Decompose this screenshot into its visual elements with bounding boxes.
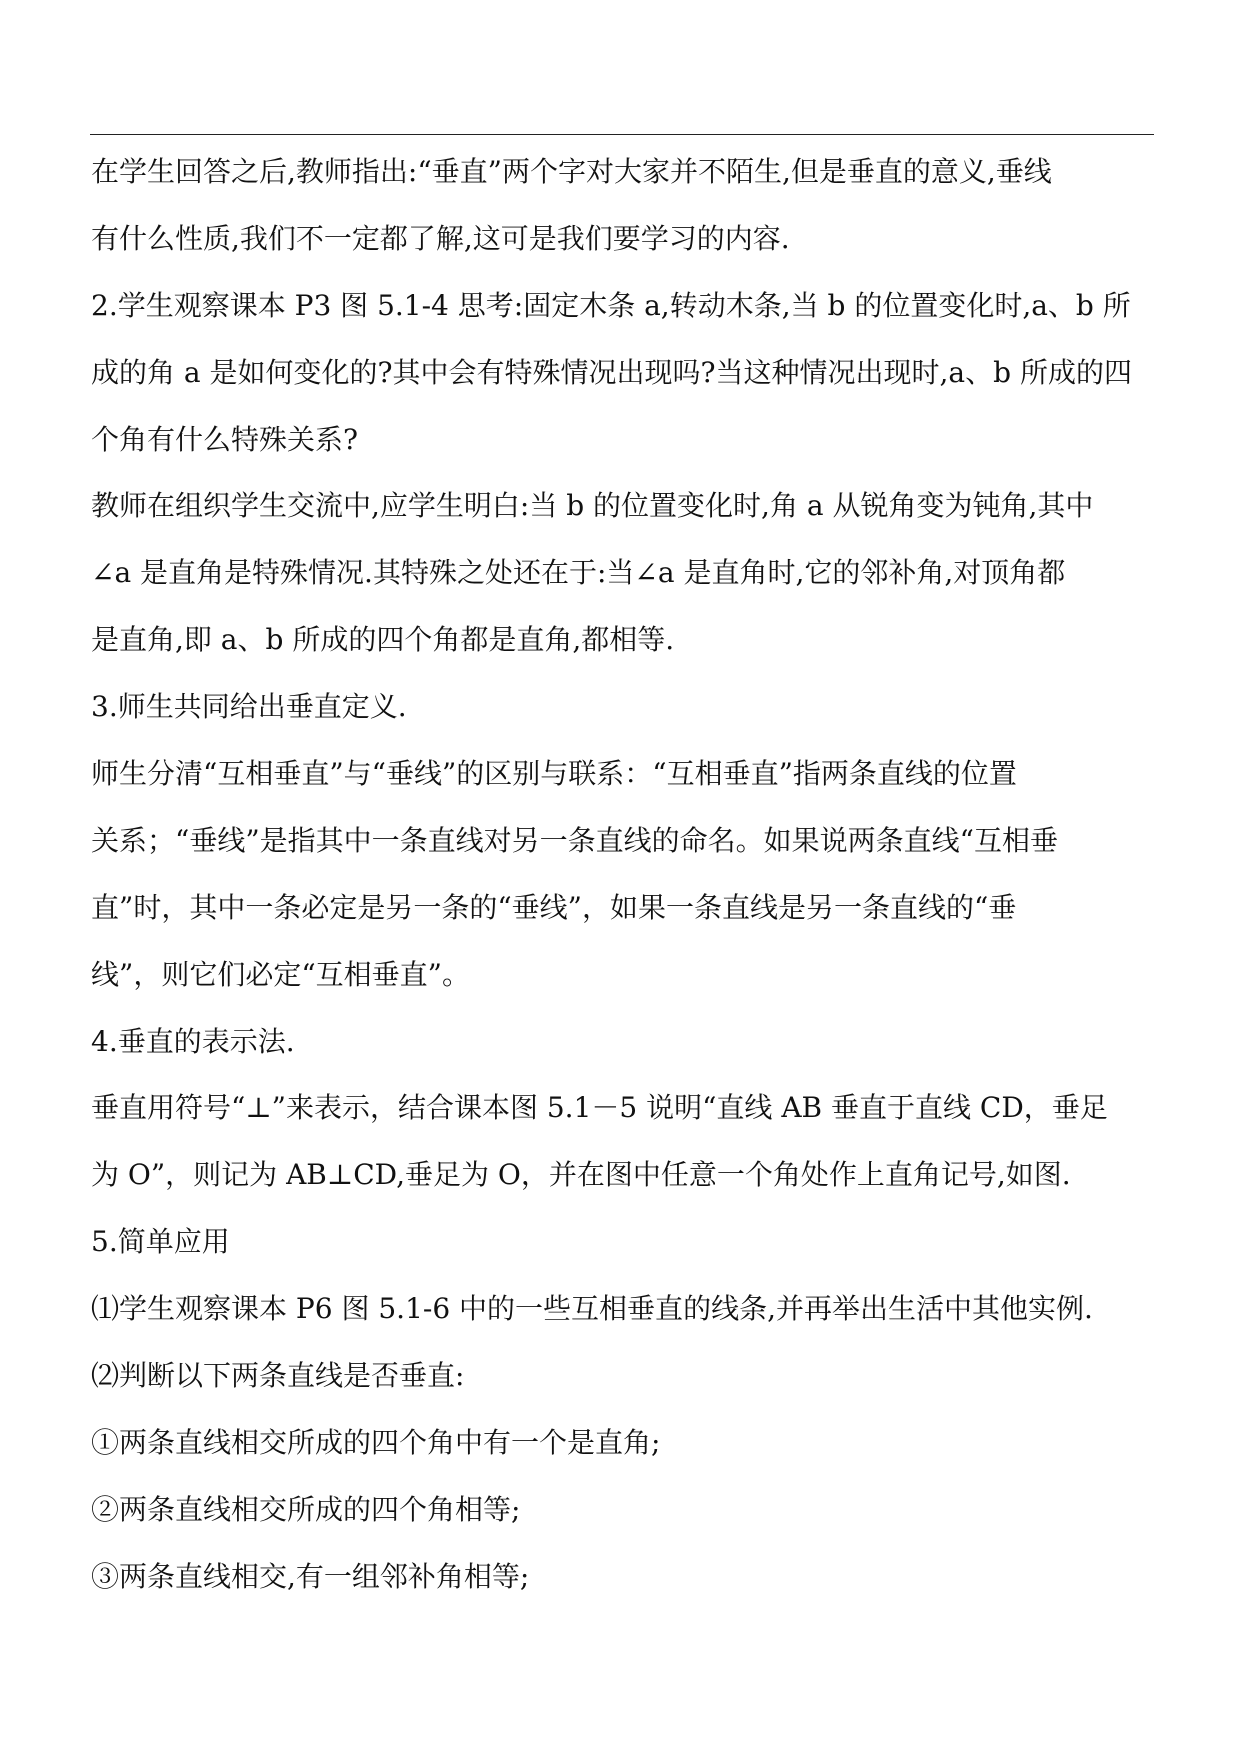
text-line: 教师在组织学生交流中,应学生明白:当 b 的位置变化时,角 a 从锐角变为钝角,其中 bbox=[91, 489, 1094, 523]
text-line: 垂直用符号“⊥”来表示，结合课本图 5.1－5 说明“直线 AB 垂直于直线 CD，垂足 bbox=[91, 1091, 1108, 1125]
document-body bbox=[91, 139, 1166, 1611]
text-line: 个角有什么特殊关系? bbox=[91, 422, 359, 456]
text-line: 2.学生观察课本 P3 图 5.1-4 思考:固定木条 a,转动木条,当 b 的位置变化时,a、b 所 bbox=[91, 288, 1131, 322]
text-line: 线”，则它们必定“互相垂直”。 bbox=[91, 957, 470, 991]
text-line: 关系；“垂线”是指其中一条直线对另一条直线的命名。如果说两条直线“互相垂 bbox=[91, 823, 1058, 857]
text-line: ∠a 是直角是特殊情况.其特殊之处还在于:当∠a 是直角时,它的邻补角,对顶角都 bbox=[91, 556, 1066, 590]
text-line: ⑴学生观察课本 P6 图 5.1-6 中的一些互相垂直的线条,并再举出生活中其他实例. bbox=[91, 1292, 1093, 1326]
text-line: 3.师生共同给出垂直定义. bbox=[91, 690, 407, 724]
text-line: 5.简单应用 bbox=[91, 1225, 230, 1259]
text-line: 有什么性质,我们不一定都了解,这可是我们要学习的内容. bbox=[91, 221, 790, 255]
text-line: ②两条直线相交所成的四个角相等; bbox=[91, 1492, 521, 1526]
text-line: 直”时，其中一条必定是另一条的“垂线”，如果一条直线是另一条直线的“垂 bbox=[91, 890, 1017, 924]
header-rule bbox=[90, 134, 1154, 135]
text-line: 是直角,即 a、b 所成的四个角都是直角,都相等. bbox=[91, 623, 675, 657]
text-line: 为 O”，则记为 AB⊥CD,垂足为 O，并在图中任意一个角处作上直角记号,如图. bbox=[91, 1158, 1071, 1192]
text-line: 师生分清“互相垂直”与“垂线”的区别与联系：“互相垂直”指两条直线的位置 bbox=[91, 757, 1017, 791]
text-line: ①两条直线相交所成的四个角中有一个是直角; bbox=[91, 1425, 661, 1459]
text-line: 在学生回答之后,教师指出:“垂直”两个字对大家并不陌生,但是垂直的意义,垂线 bbox=[91, 155, 1052, 188]
text-line: ③两条直线相交,有一组邻补角相等; bbox=[91, 1559, 530, 1593]
text-line: 成的角 a 是如何变化的?其中会有特殊情况出现吗?当这种情况出现时,a、b 所成的四 bbox=[91, 355, 1132, 389]
text-line: ⑵判断以下两条直线是否垂直: bbox=[91, 1359, 465, 1393]
text-line: 4.垂直的表示法. bbox=[91, 1024, 295, 1058]
